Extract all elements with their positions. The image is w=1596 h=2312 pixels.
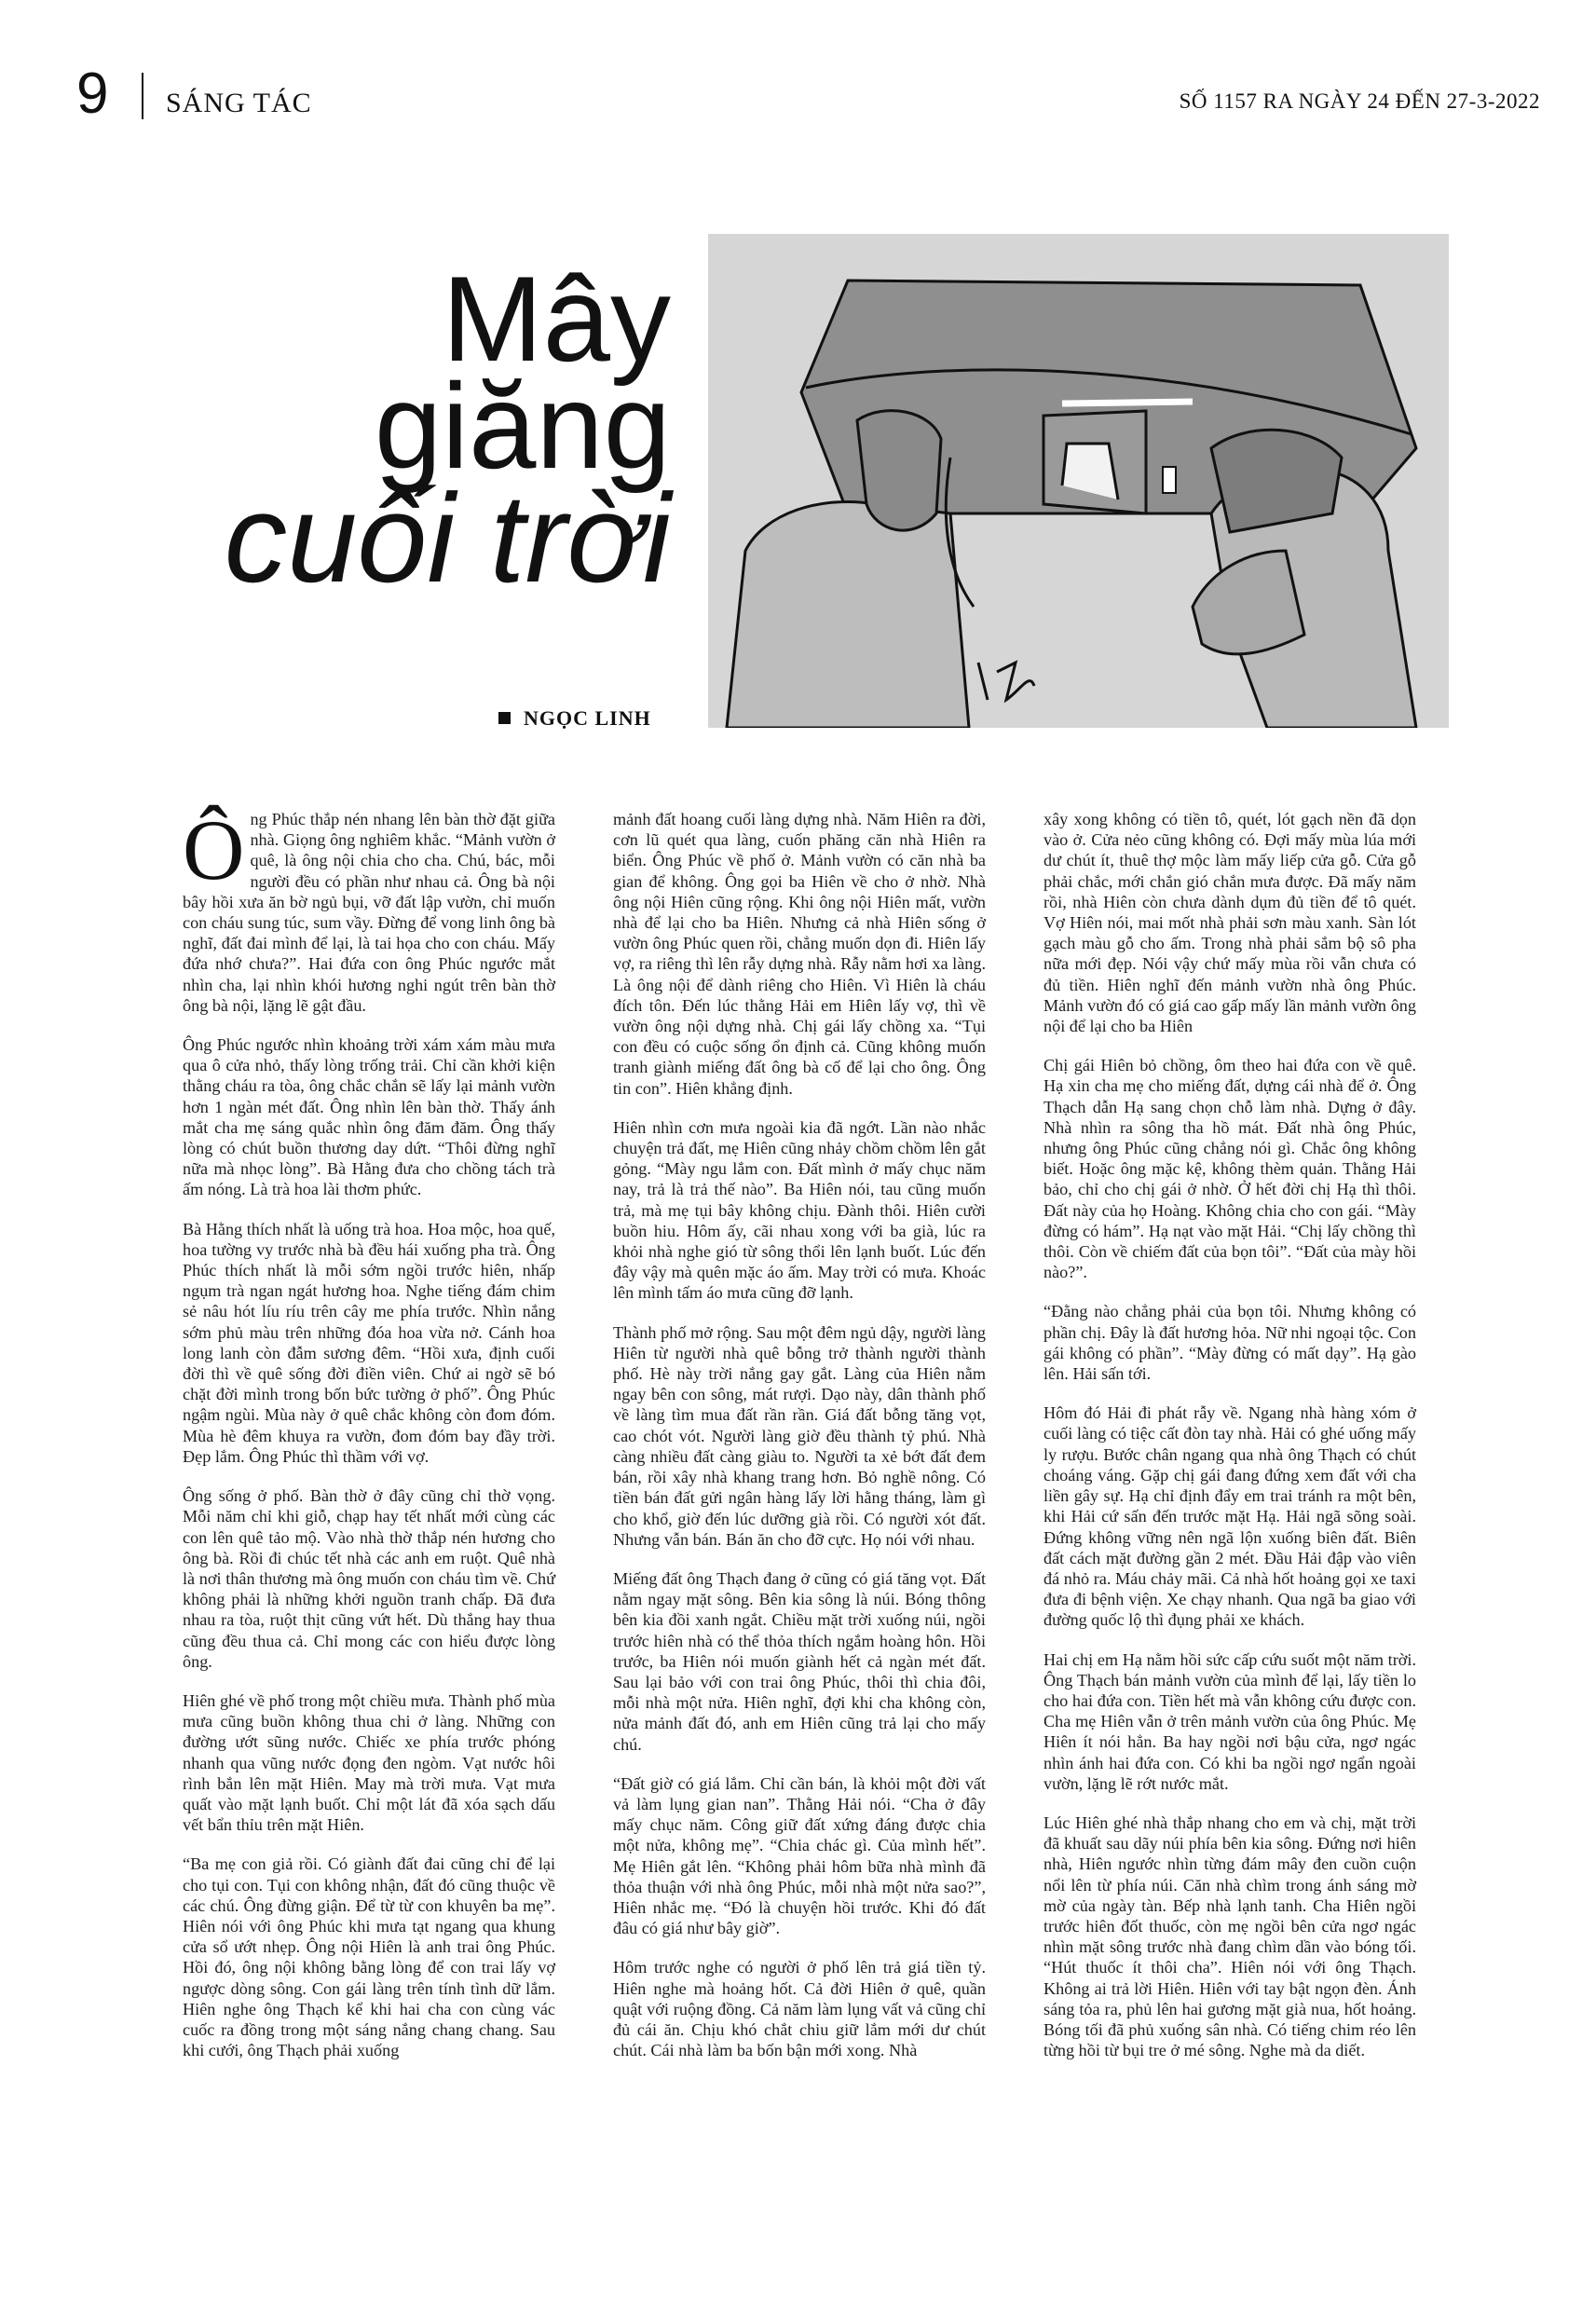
illustration-drawing	[708, 234, 1449, 728]
article-illustration	[708, 234, 1449, 728]
paragraph: “Đằng nào chẳng phải của bọn tôi. Nhưng không có phần chị. Đây là đất hương hỏa. Nữ nhi ngoại tộc. Con gái không có phần”. “Mày đừng có mất dạy”. Hạ gào lên. Hải sấn tới.	[1044, 1302, 1416, 1384]
paragraph-text: ng Phúc thắp nén nhang lên bàn thờ đặt giữa nhà. Giọng ông nghiêm khắc. “Mảnh vườn ở quê, là ông nội chia cho cha. Chú, bác, mỗi người đều có phần như nhau cả. Ông bà nội bây hồi xưa ăn bờ ngủ bụi, vỡ đất lập vườn, chỉ muốn con cháu sung túc, sum vầy. Đừng để vong linh ông bà nghĩ, đất đai mình để lại, là tai họa cho con cháu. Mấy đứa nhớ chưa?”. Hai đứa con ông Phúc ngước mắt nhìn cha, lại nhìn khói hương nghi ngút trên bàn thờ ông bà nội, lặng lẽ gật đầu.	[183, 810, 555, 1015]
paragraph: Thành phố mở rộng. Sau một đêm ngủ dậy, người làng Hiên từ người nhà quê bỗng trở thành người thành phố. Hè này trời nắng gay gắt. Làng của Hiên nằm ngay bên con sông, mát rượi. Dạo này, dân thành phố về làng tìm mua đất rần rần. Giá đất bỗng tăng vọt, cao chót vót. Người làng giờ đều thành tỷ phú. Nhà càng nhiều đất càng giàu to. Người ta xẻ bớt đất đem bán, rồi xây nhà khang trang hơn. Bỏ nghề nông. Có tiền bán đất gửi ngân hàng lấy lời hằng tháng, làm gì cho khổ, giờ đến lúc dưỡng già rồi. Có người xót đất. Nhưng vẫn bán. Bán ăn cho đỡ cực. Họ nói với nhau.	[613, 1322, 986, 1549]
paragraph: “Ba mẹ con giả rồi. Có giành đất đai cũng chỉ để lại cho tụi con. Tụi con không nhận, đất đó cũng thuộc về các chú. Ông đừng giận. Để từ từ con khuyên ba mẹ”. Hiên nói với ông Phúc khi mưa tạt ngang qua khung cửa sổ ướt nhẹp. Ông nội Hiên là anh trai ông Phúc. Hồi đó, ông nội không bằng lòng để con trai lấy vợ ngược dòng sông. Con gái làng trên tính tình dữ lắm. Hiên nghe ông Thạch kể khi hai cha con cùng vác cuốc ra đồng trong một sáng nắng chang chang. Sau khi cưới, ông Thạch phải xuống	[183, 1854, 555, 2060]
paragraph: “Đất giờ có giá lắm. Chỉ cần bán, là khỏi một đời vất vả làm lụng gian nan”. Thằng Hải nói. “Cha ở đây mấy chục năm. Công giữ đất xứng đáng được chia một nửa, không mẹ”. “Chia chác gì. Của mình hết”. Mẹ Hiên gắt lên. “Không phải hôm bữa nhà mình đã thỏa thuận với nhà ông Phúc, mỗi nhà một nửa sao?”, Hiên nhắc mẹ. “Đó là chuyện hồi trước. Khi đó đất đâu có giá như bây giờ”.	[613, 1773, 986, 1938]
paragraph: Hôm trước nghe có người ở phố lên trả giá tiền tỷ. Hiên nghe mà hoảng hốt. Cả đời Hiên ở quê, quần quật với ruộng đồng. Cả năm làm lụng vất vả cũng chỉ đủ cái ăn. Chịu khó chắt chiu giữ lắm mới dư chút chút. Cái nhà làm ba bốn bận mới xong. Nhà	[613, 1958, 986, 2060]
byline-square-icon	[498, 712, 511, 724]
paragraph: Lúc Hiên ghé nhà thắp nhang cho em và chị, mặt trời đã khuất sau dãy núi phía bên kia sông. Đứng nơi hiên nhà, Hiên ngước nhìn từng đám mây đen cuồn cuộn nổi lên từ phía núi. Căn nhà chìm trong ánh sáng mờ mờ của ngày tàn. Bếp nhà lạnh tanh. Cha Hiên ngồi trước hiên đốt thuốc, còn mẹ ngồi bên cửa ngơ ngác nhìn mặt sông trước nhà đang chìm dần vào bóng tối. “Hút thuốc ít thôi cha”. Hiên nói với ông Thạch. Không ai trả lời Hiên. Hiên với tay bật ngọn đèn. Ánh sáng tỏa ra, phủ lên hai gương mặt già nua, hốt hoảng. Bóng tối đã phủ xuống sân nhà. Có tiếng chim réo lên từng hồi từ bụi tre ở mé sông. Nghe mà da diết.	[1044, 1813, 1416, 2060]
paragraph: Ông Phúc ngước nhìn khoảng trời xám xám màu mưa qua ô cửa nhỏ, thấy lòng trống trải. Chỉ cần khởi kiện thằng cháu ra tòa, ông chắc chắn sẽ lấy lại mảnh vườn hơn 1 ngàn mét đất. Ông nhìn lên bàn thờ. Thấy ánh mắt cha mẹ sáng quắc nhìn ông đăm đăm. Ông thấy lòng có chút buồn thương day dứt. “Thôi đừng nghĩ nữa mà nhọc lòng”. Bà Hằng đưa cho chồng tách trà ấm nóng. Là trà hoa lài thơm phức.	[183, 1035, 555, 1199]
paragraph: mảnh đất hoang cuối làng dựng nhà. Năm Hiên ra đời, cơn lũ quét qua làng, cuốn phăng căn nhà Hiên ra biển. Ông Phúc về phố ở. Mảnh vườn có căn nhà ba gian để không. Ông gọi ba Hiên về cho ở nhờ. Nhà ông nội Hiên cũng rộng. Khi ông nội Hiên mất, vườn nhà để lại cho ba Hiên. Nhưng cả nhà Hiên sống ở vườn ông Phúc quen rồi, chẳng muốn dọn đi. Hiên lấy vợ, ra riêng thì lên rẫy dựng nhà. Rẫy nằm hơi xa làng. Là ông nội để dành riêng cho Hiên. Vì Hiên là cháu đích tôn. Đến lúc thằng Hải em Hiên lấy vợ, thì về vườn ông nội dựng nhà. Chị gái lấy chồng xa. “Tụi con đều có cuộc sống ổn định cả. Cũng không muốn tranh giành miếng đất ông bà cố để lại cho ông. Ông tin con”. Hiên khẳng định.	[613, 810, 986, 1098]
page-number: 9	[76, 62, 109, 126]
author-byline	[498, 706, 651, 731]
drop-cap: Ô	[183, 802, 245, 897]
paragraph: xây xong không có tiền tô, quét, lót gạch nền đã dọn vào ở. Cửa nẻo cũng không có. Đợi mấy mùa lúa mới dư chút ít, thuê thợ mộc làm mấy liếp cửa gỗ. Cửa gỗ phải chắc, mới chắn gió chắn mưa được. Đã mấy năm rồi, nhà Hiên còn chưa dành dụm đủ tiền để tô quét. Vợ Hiên nói, mai mốt nhà phải sơn màu xanh. Sàn lót gạch màu gỗ cho ấm. Trong nhà phải sắm bộ sô pha nữa mới đẹp. Nói vậy chứ mấy mùa rồi vẫn chưa có đủ tiền. Hiên nghĩ đến mảnh vườn nhà ông Phúc. Mảnh vườn đó có giá cao gấp mấy lần mảnh vườn ông nội để lại cho ba Hiên	[1044, 810, 1416, 1036]
title-line-3: cuối trời	[224, 468, 671, 609]
article-column-1	[183, 802, 556, 2079]
paragraph: Miếng đất ông Thạch đang ở cũng có giá tăng vọt. Đất nằm ngay mặt sông. Bên kia sông là núi. Bóng thông bên kia đồi xanh ngắt. Chiều mặt trời xuống núi, ngồi trước hiên nhà có thể thỏa thích ngắm hoàng hôn. Hồi trước, ba Hiên nói muốn giành hết cả ngàn mét đất. Sau lại bảo với con trai ông Phúc, thôi thì chia đôi, mỗi nhà một nửa. Hiên nghĩ, đợi khi cha không còn, nửa mảnh đất đó, anh em Hiên cũng trả lại cho mấy chú.	[613, 1568, 986, 1754]
title-line-1: Mây	[442, 251, 671, 387]
paragraph: Hai chị em Hạ nằm hồi sức cấp cứu suốt một năm trời. Ông Thạch bán mảnh vườn của mình để lại, lấy tiền lo cho hai đứa con. Tiền hết mà vẫn không cứu được con. Cha mẹ Hiên vẫn ở trên mảnh vườn của ông Phúc. Mẹ Hiên ít nói hẳn. Ba hay ngồi nơi bậu cửa, ngơ ngác nhìn ánh hai đứa con. Có khi ba ngồi ngơ ngẩn ngoài vườn, lặng lẽ rớt nước mắt.	[1044, 1649, 1416, 1793]
paragraph: Hiên ghé về phố trong một chiều mưa. Thành phố mùa mưa cũng buồn không thua chi ở làng. Những con đường ướt sũng nước. Chiếc xe phía trước phóng nhanh qua vũng nước đọng đen ngòm. Vạt nước hôi rình bắn lên mặt Hiên. May mà trời mưa. Vạt mưa quất vào mặt lạnh buốt. Chỉ một lát đã xóa sạch dấu vết bẩn thỉu trên mặt Hiên.	[183, 1690, 555, 1835]
header-divider	[142, 73, 143, 119]
article-column-2	[613, 809, 986, 2079]
paragraph	[183, 802, 555, 1016]
paragraph: Chị gái Hiên bỏ chồng, ôm theo hai đứa con về quê. Hạ xin cha mẹ cho miếng đất, dựng cái nhà để ở. Ông Thạch dẫn Hạ sang chọn chỗ làm nhà. Dựng ở đây. Nhà nhìn ra sông tha hồ mát. Đất nhà ông Phúc, nhưng ông Phúc cũng chẳng nói gì. Chắc ông không biết. Hoặc ông mặc kệ, không thèm quản. Thằng Hải bảo, chỉ cho chị gái ở nhờ. Ở hết đời chị Hạ thì thôi. Đất này của họ Hoàng. Không chia cho con gái. “Mày đừng có hám”. Hạ nạt vào mặt Hải. “Chị lấy chồng thì thôi. Còn về chiếm đất của bọn tôi”. “Đất của mày hồi nào?”.	[1044, 1056, 1416, 1282]
article-column-3	[1044, 809, 1416, 2079]
page-header	[76, 62, 1540, 127]
paragraph: Hiên nhìn cơn mưa ngoài kia đã ngớt. Lần nào nhắc chuyện trả đất, mẹ Hiên cũng nhảy chồm chồm lên gắt gỏng. “Mày ngu lắm con. Đất mình ở mấy chục năm nay, trả là trả thế nào”. Ba Hiên nói, tau cũng muốn trả, mà mẹ tụi bây không chịu. Đành thôi. Hiên cười buồn hiu. Hôm ấy, cãi nhau xong với ba già, lúc ra khỏi nhà nghe gió từ sông thổi lên lạnh buốt. Lúc đến đây vậy mà quên mặc áo ấm. May trời có mưa. Khoác lên mình tấm áo mưa cũng đỡ lạnh.	[613, 1117, 986, 1303]
paragraph: Bà Hằng thích nhất là uống trà hoa. Hoa mộc, hoa quế, hoa tường vy trước nhà bà đều hái xuống pha trà. Ông Phúc thích nhất là mỗi sớm ngồi trước hiên, nhấp ngụm trà ngan ngát hương hoa. Nghe tiếng đám chim sẻ nâu hót líu ríu trên cây me phía trước. Nhìn nắng sớm phủ màu trên những đóa hoa vừa nở. Cánh hoa long lanh còn đẫm sương đêm. “Hồi xưa, định cuối đời thì về quê sống đời điền viên. Chứ ai ngờ sẽ bó chặt đời mình trong bốn bức tường ở phố”. Ông Phúc ngậm ngùi. Mùa này ở quê chắc không còn đom đóm. Mùa hè đêm khuya ra vườn, đom đóm bay đầy trời. Đẹp lắm. Ông Phúc thì thầm với vợ.	[183, 1219, 556, 1466]
author-name: NGỌC LINH	[524, 706, 651, 730]
section-label: SÁNG TÁC	[166, 88, 312, 118]
title-line-2: giăng	[374, 358, 671, 494]
paragraph: Hôm đó Hải đi phát rẫy về. Ngang nhà hàng xóm ở cuối làng có tiệc cất đòn tay nhà. Hải có ghé uống mấy ly rượu. Bước chân ngang qua nhà ông Thạch có chút choáng váng. Gặp chị gái đang đứng xem đất với cha liền gây sự. Hạ chỉ định đẩy em trai tránh ra một bên, khi Hải cứ sấn đến trước mặt Hạ. Hải ngã sõng soài. Đứng không vững nên ngã lộn xuống biên đất. Biên đất cách mặt đường gần 2 mét. Đầu Hải đập vào viên đá nhỏ ra. Máu chảy mãi. Cả nhà hốt hoảng gọi xe taxi đưa đi bệnh viện. Xe chạy nhanh. Qua ngã ba giao với đường quốc lộ thì đụng phải xe khách.	[1044, 1403, 1416, 1630]
issue-info: SỐ 1157 RA NGÀY 24 ĐẾN 27-3-2022	[1179, 89, 1540, 113]
article-title	[168, 251, 671, 609]
paragraph: Ông sống ở phố. Bàn thờ ở đây cũng chỉ thờ vọng. Mỗi năm chỉ khi giỗ, chạp hay tết nhất mới cùng các con lên quê tảo mộ. Vào nhà thờ thắp nén hương cho ông bà. Rồi đi chúc tết nhà các anh em ruột. Quê nhà là nơi thân thương mà ông muốn con cháu tìm về. Chứ không phải là những khởi nguồn tranh chấp. Đã đưa nhau ra tòa, ruột thịt cũng vứt hết. Dù thắng hay thua cũng đều thua cả. Chỉ mong các con hiểu được lòng ông.	[183, 1486, 555, 1671]
